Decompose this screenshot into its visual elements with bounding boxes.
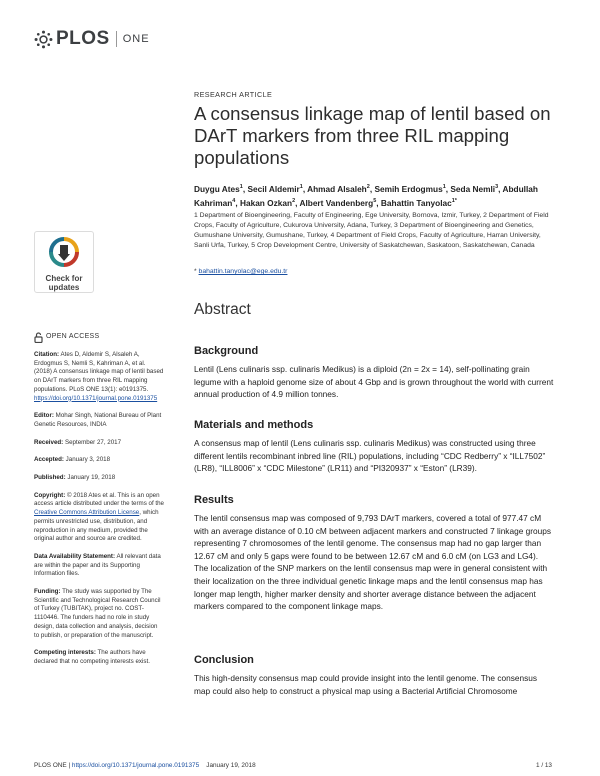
citation-label: Citation: — [34, 351, 60, 358]
data-availability-label: Data Availability Statement: — [34, 552, 116, 560]
author-list: Duygu Ates$^1$, Secil Aldemir$^1$, Ahmad Alsaleh$^2$, Semih Erdogmus$^1$, Seda Nemli$^3$, Abdullah Kahriman$^4$, Hakan Ozkan$^2$, Albert Vandenberg$^5$, Bahattin Tanyolac$^{1*}$ — [194, 183, 538, 209]
copyright-block — [34, 492, 164, 544]
author-affiliation-marker: 1 — [299, 184, 303, 190]
plos-one-logo[interactable] — [34, 28, 150, 50]
corr-star: * — [194, 268, 197, 275]
citation-block — [34, 351, 164, 403]
badge-line1: Check for — [45, 274, 83, 283]
copyright-label: Copyright: — [34, 491, 66, 499]
author-affiliation-marker: 5 — [373, 198, 377, 205]
editor-text: Mohar Singh, National Bureau of Plant Genetic Resources, INDIA — [34, 412, 162, 428]
article-type: RESEARCH ARTICLE — [194, 90, 273, 99]
affiliation-number: 1 — [194, 212, 198, 219]
footer-date: January 19, 2018 — [206, 762, 256, 769]
funding-block — [34, 588, 164, 640]
author-name: Abdullah Kahriman — [194, 183, 538, 209]
affiliation-number: 3 — [393, 222, 398, 230]
author-affiliation-marker: 1 — [239, 184, 243, 190]
footer-page-number: 1 / 13 — [536, 762, 552, 769]
published-text: January 19, 2018 — [67, 474, 116, 482]
footer-journal: PLOS ONE — [34, 762, 67, 769]
article-title: A consensus linkage map of lentil based on DArT markers from three RIL mapping populations — [194, 103, 551, 168]
affiliation-text: Department of Field Crops, Faculty of Agriculture, Cukurova University, Adana, Turkey, — [194, 212, 549, 230]
corr-email-link[interactable]: bahattin.tanyolac@ege.edu.tr — [198, 268, 288, 275]
check-for-updates-badge[interactable] — [34, 231, 94, 293]
author-affiliation-marker: 2 — [366, 184, 370, 190]
logo-journal: ONE — [122, 33, 150, 45]
copyright-text: © 2018 Ates et al. This is an open access article distributed under the terms of the — [34, 491, 165, 508]
section-heading: Results — [194, 494, 234, 506]
author-name: Duygu Ates — [194, 183, 240, 194]
author-affiliation-marker: 3 — [495, 184, 499, 190]
footer-left — [34, 762, 256, 769]
section-heading: Materials and methods — [194, 419, 314, 431]
section-text: The lentil consensus map was composed of 9,793 DArT markers, covered a total of 977.47 cM with an average distance of 0.10 cM between adjacent markers and constructed 7 linkage groups representing 7 chromosomes of the lentil genome. The consensus map had no gap larger than 12.67 cM and only 5 gaps were found to be between 12.67 cM and 6.0 cM (on LG3 and LG4). The localization of the SNP markers on the lentil consensus map were in general consistent with their localization on the three individual genetic linkage maps and the lentil consensus map has longer map length, higher marker density and shorter average distance between the adjacent markers compared to the component linkage maps. — [194, 513, 551, 612]
accepted-block — [34, 456, 164, 465]
affiliation-text: Department of Field Crops, Faculty of Agriculture, Harran University, Sanli Urfa, Turkey, — [194, 232, 541, 250]
author-name: Bahattin Tanyolac — [380, 198, 452, 209]
competing-interests-block — [34, 649, 164, 666]
received-text: September 27, 2017 — [64, 438, 122, 446]
published-label: Published: — [34, 474, 66, 482]
citation-text: Ates D, Aldemir S, Alsaleh A, Erdogmus S, Nemli S, Kahriman A, et al. (2018) A consensus linkage map of lentil based on DArT markers from three RIL mapping populations. PLoS ONE 13(1): e0191375. — [34, 351, 164, 393]
section-text: This high-density consensus map could provide insight into the lentil genome. The consensus map could also help to construct a physical map using a Bacterial Artificial Chromosome — [194, 673, 537, 696]
page-footer — [34, 762, 552, 769]
article-sidebar — [34, 332, 164, 676]
author-name: Seda Nemli — [450, 183, 496, 194]
open-access-label — [34, 332, 164, 343]
copyright-text-end: , which permits unrestricted use, distribution, and reproduction in any medium, provided the original author and source are credited. — [34, 509, 159, 543]
logo-divider — [116, 31, 117, 47]
section-text: A consensus map of lentil (Lens culinaris ssp. culinaris Medikus) was constructed using three different lentils recombinant inbred line (RIL) populations, including “CDC Redberry” x “ILL7502” (LR8), “ILL8006” x “CDC Milestone” (LR11) and “PI320937” x “Eston” (LR39). — [194, 438, 546, 474]
author-name: Semih Erdogmus — [374, 183, 443, 194]
citation-doi-link[interactable]: https://doi.org/10.1371/journal.pone.0191375 — [34, 394, 158, 402]
affiliation-number: 5 — [251, 242, 256, 250]
abstract-heading: Abstract — [194, 301, 251, 318]
competing-interests-label: Competing interests: — [34, 649, 96, 657]
editor-block — [34, 412, 164, 429]
affiliation-text: Crop Development Centre, University of Saskatchewan, Saskatoon, Saskatchewan, Canada — [256, 242, 535, 250]
footer-doi-link[interactable]: https://doi.org/10.1371/journal.pone.0191375 — [71, 762, 200, 769]
section-heading: Background — [194, 345, 259, 357]
open-lock-icon — [34, 332, 43, 343]
received-label: Received: — [34, 438, 64, 446]
author-name: Albert Vandenberg — [299, 198, 374, 209]
data-availability-text: All relevant data are within the paper and its Supporting Information files. — [34, 552, 161, 578]
affiliation-number: 4 — [330, 232, 335, 240]
affiliation-number: 2 — [483, 212, 487, 219]
author-affiliation-marker: 4 — [232, 198, 236, 205]
badge-line2: updates — [48, 283, 80, 292]
check-for-updates-icon — [49, 237, 79, 269]
competing-interests-text: The authors have declared that no competing interests exist. — [34, 649, 150, 665]
license-link[interactable]: Creative Commons Attribution License — [34, 509, 140, 517]
accepted-text: January 3, 2018 — [65, 456, 111, 464]
data-availability-block — [34, 553, 164, 579]
received-block — [34, 439, 164, 448]
affiliation-text: Department of Bioengineering and Genetics, Gumushane University, Gumushane, Turkey, — [194, 222, 534, 240]
open-access-text: OPEN ACCESS — [46, 333, 100, 341]
accepted-label: Accepted: — [34, 456, 64, 464]
author-name: Secil Aldemir — [247, 183, 300, 194]
funding-text: The study was supported by The Scientific and Technological Research Council of Turkey (TUBITAK), project no. COST-1110446. The funders had no role in study design, data collection and analysis, decision to publish, or preparation of the manuscript. — [34, 588, 161, 639]
author-affiliation-marker: 1 — [442, 184, 446, 190]
corresponding-author — [194, 268, 287, 275]
author-affiliation-marker: 1* — [451, 198, 457, 205]
author-name: Ahmad Alsaleh — [307, 183, 367, 194]
plos-spark-icon — [34, 30, 53, 49]
funding-label: Funding: — [34, 588, 61, 596]
section-heading: Conclusion — [194, 654, 254, 666]
affiliations — [194, 211, 554, 251]
affiliation-text: Department of Bioengineering, Faculty of Engineering, Ege University, Bornova, Izmir, Turkey, — [199, 212, 482, 219]
section-text: Lentil (Lens culinaris ssp. culinaris Medikus) is a diploid (2n = 2x = 14), self-pollinating grain legume with a haploid genome size of about 4 Gbp and is grown throughout the world with current annual production of 4.9 million tonnes. — [194, 364, 554, 400]
author-affiliation-marker: 2 — [292, 198, 296, 205]
author-name: Hakan Ozkan — [239, 198, 293, 209]
published-block — [34, 474, 164, 483]
footer-separator: | — [68, 762, 71, 769]
logo-brand: PLOS — [56, 28, 110, 49]
editor-label: Editor: — [34, 412, 54, 420]
